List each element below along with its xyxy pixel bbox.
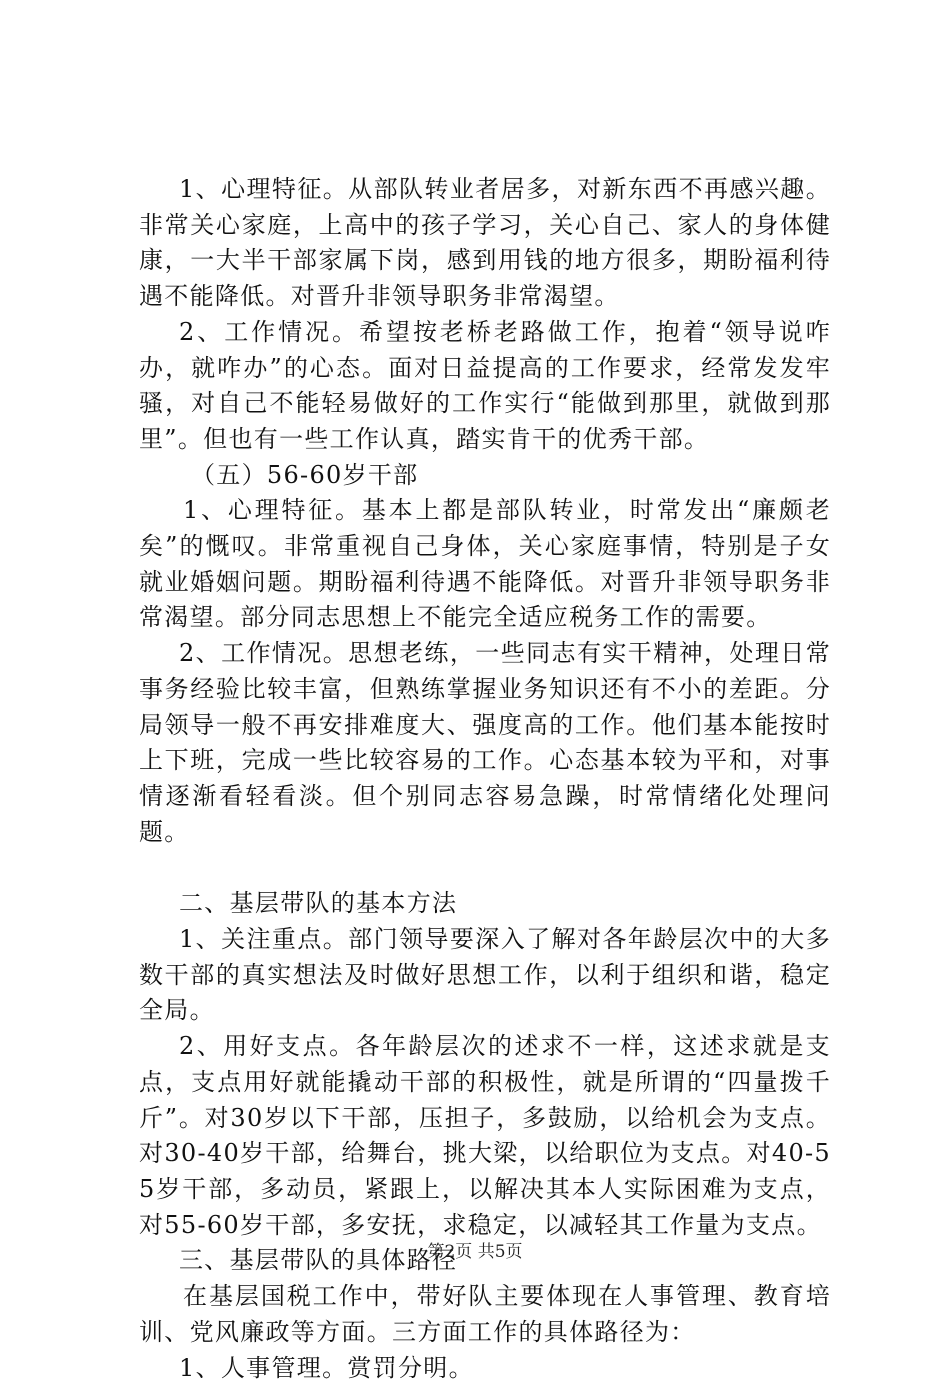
paragraph-psychology-2: 1、心理特征。基本上都是部队转业，时常发出“廉颇老矣”的慨叹。非常重视自己身体，关心家庭事情，特别是子女就业婚姻问题。期盼福利待遇不能降低。对晋升非领导职务非常渴望。部分同志思想上不能完全适应税务工作的需要。 xyxy=(139,493,831,636)
paragraph-work-1: 2、工作情况。希望按老桥老路做工作，抱着“领导说咋办，就咋办”的心态。面对日益提高的工作要求，经常发发牢骚，对自己不能轻易做好的工作实行“能做到那里，就做到那里”。但也有一些工作认真，踏实肯干的优秀干部。 xyxy=(139,315,831,458)
section-heading-56-60: （五）56-60岁干部 xyxy=(139,458,831,494)
paragraph-psychology-1: 1、心理特征。从部队转业者居多，对新东西不再感兴趣。非常关心家庭，上高中的孩子学习，关心自己、家人的身体健康，一大半干部家属下岗，感到用钱的地方很多，期盼福利待遇不能降低。对晋升非领导职务非常渴望。 xyxy=(139,172,831,315)
paragraph-work-2: 2、工作情况。思想老练，一些同志有实干精神，处理日常事务经验比较丰富，但熟练掌握业务知识还有不小的差距。分局领导一般不再安排难度大、强度高的工作。他们基本能按时上下班，完成一些比较容易的工作。心态基本较为平和，对事情逐渐看轻看淡。但个别同志容易急躁，时常情绪化处理问题。 xyxy=(139,636,831,850)
page-number-footer: 第2页 共5页 xyxy=(0,1241,950,1263)
document-body xyxy=(139,172,831,1386)
section-heading-basic-methods: 二、基层带队的基本方法 xyxy=(139,886,831,922)
paragraph-focus: 1、关注重点。部门领导要深入了解对各年龄层次中的大多数干部的真实想法及时做好思想工作，以利于组织和谐，稳定全局。 xyxy=(139,922,831,1029)
paragraph-fulcrum: 2、用好支点。各年龄层次的述求不一样，这述求就是支点，支点用好就能撬动干部的积极性，就是所谓的“四量拨千斤”。对30岁以下干部，压担子，多鼓励，以给机会为支点。对30-40岁干部，给舞台，挑大梁，以给职位为支点。对40-55岁干部，多动员，紧跟上，以解决其本人实际困难为支点，对55-60岁干部，多安抚，求稳定，以减轻其工作量为支点。 xyxy=(139,1029,831,1243)
paragraph-personnel: 1、人事管理。赏罚分明。 xyxy=(139,1351,831,1386)
paragraph-gap xyxy=(139,850,831,886)
section-heading-specific-paths: 三、基层带队的具体路径 xyxy=(139,1243,831,1279)
paragraph-paths-intro: 在基层国税工作中，带好队主要体现在人事管理、教育培训、党风廉政等方面。三方面工作的具体路径为： xyxy=(139,1279,831,1350)
